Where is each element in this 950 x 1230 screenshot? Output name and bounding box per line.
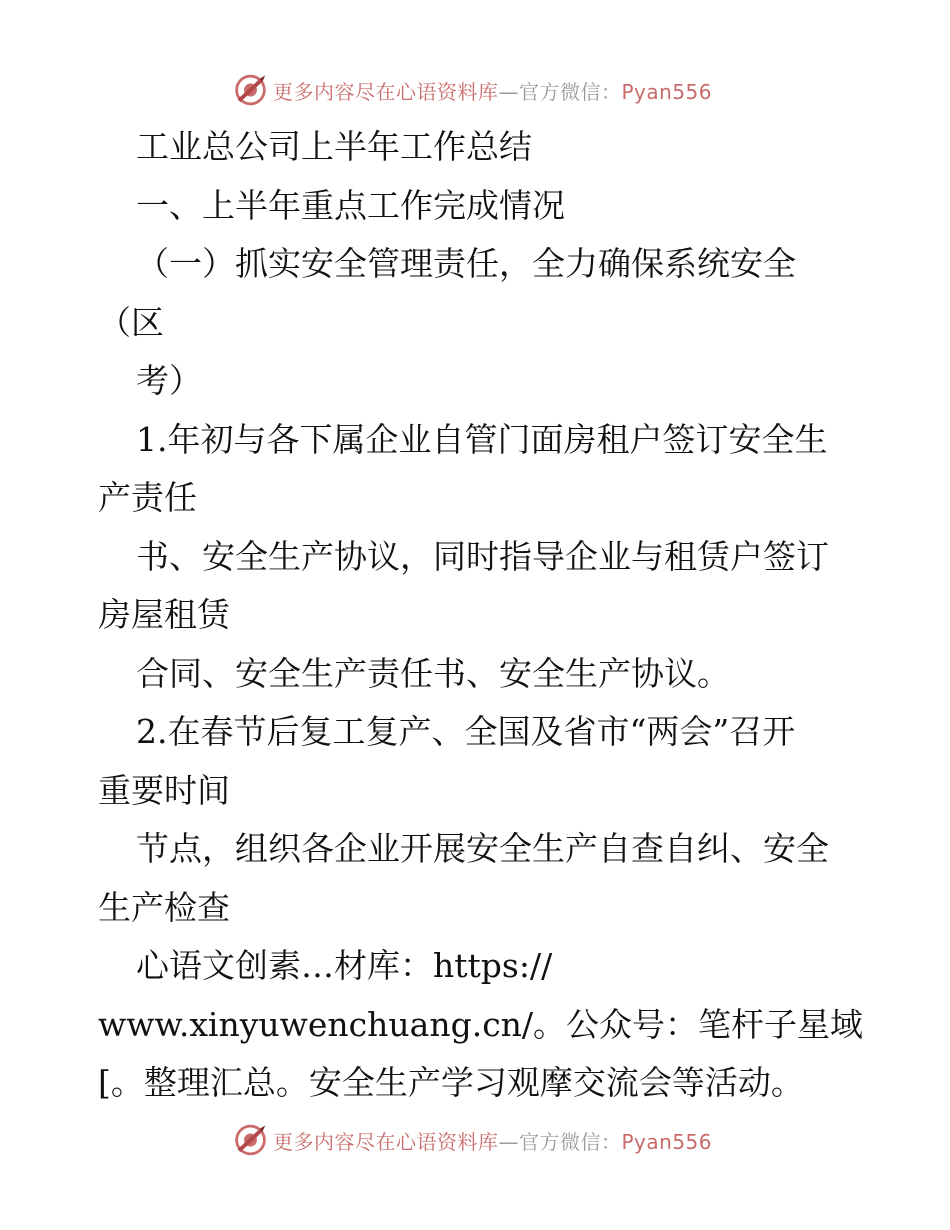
document-body xyxy=(98,118,864,1113)
paragraph-line-url-label: 心语文创素…材库：https:// xyxy=(136,946,553,985)
paragraph-line: 考） xyxy=(136,361,202,400)
brand-logo-icon xyxy=(232,71,269,109)
paragraph-line: 节点，组织各企业开展安全生产自查自纠、安全 xyxy=(136,829,829,868)
footer-banner-text: 更多内容尽在心语资料库—官方微信：Pyan556 xyxy=(272,1129,712,1154)
paragraph-line: 产责任 xyxy=(98,478,197,517)
paragraph-line: 合同、安全生产责任书、安全生产协议。 xyxy=(136,653,730,693)
paragraph-line-url: www.xinyuwenchuang.cn/。公众号：笔杆子星域 xyxy=(98,1004,864,1044)
brand-logo-icon xyxy=(232,1121,269,1159)
paragraph-line: 2.在春节后复工复产、全国及省市“两会”召开 xyxy=(136,712,796,751)
paragraph-line: （区 xyxy=(98,302,164,342)
paragraph-line: 重要时间 xyxy=(98,770,230,810)
paragraph-line: 生产检查 xyxy=(98,887,230,927)
paragraph-line: 书、安全生产协议，同时指导企业与租赁户签订 xyxy=(136,536,829,576)
section-heading: 一、上半年重点工作完成情况 xyxy=(136,185,565,225)
paragraph-line: [。整理汇总。安全生产学习观摩交流会等活动。 xyxy=(98,1063,804,1102)
header-banner-text: 更多内容尽在心语资料库—官方微信：Pyan556 xyxy=(272,79,712,104)
footer-banner[interactable] xyxy=(232,1120,712,1160)
document-title: 工业总公司上半年工作总结 xyxy=(136,127,532,166)
paragraph-line: 1.年初与各下属企业自管门面房租户签订安全生 xyxy=(136,419,828,459)
header-banner[interactable] xyxy=(232,70,712,110)
paragraph-line: 房屋租赁 xyxy=(98,595,230,634)
subsection-heading: （一）抓实安全管理责任，全力确保系统安全 xyxy=(136,244,796,283)
